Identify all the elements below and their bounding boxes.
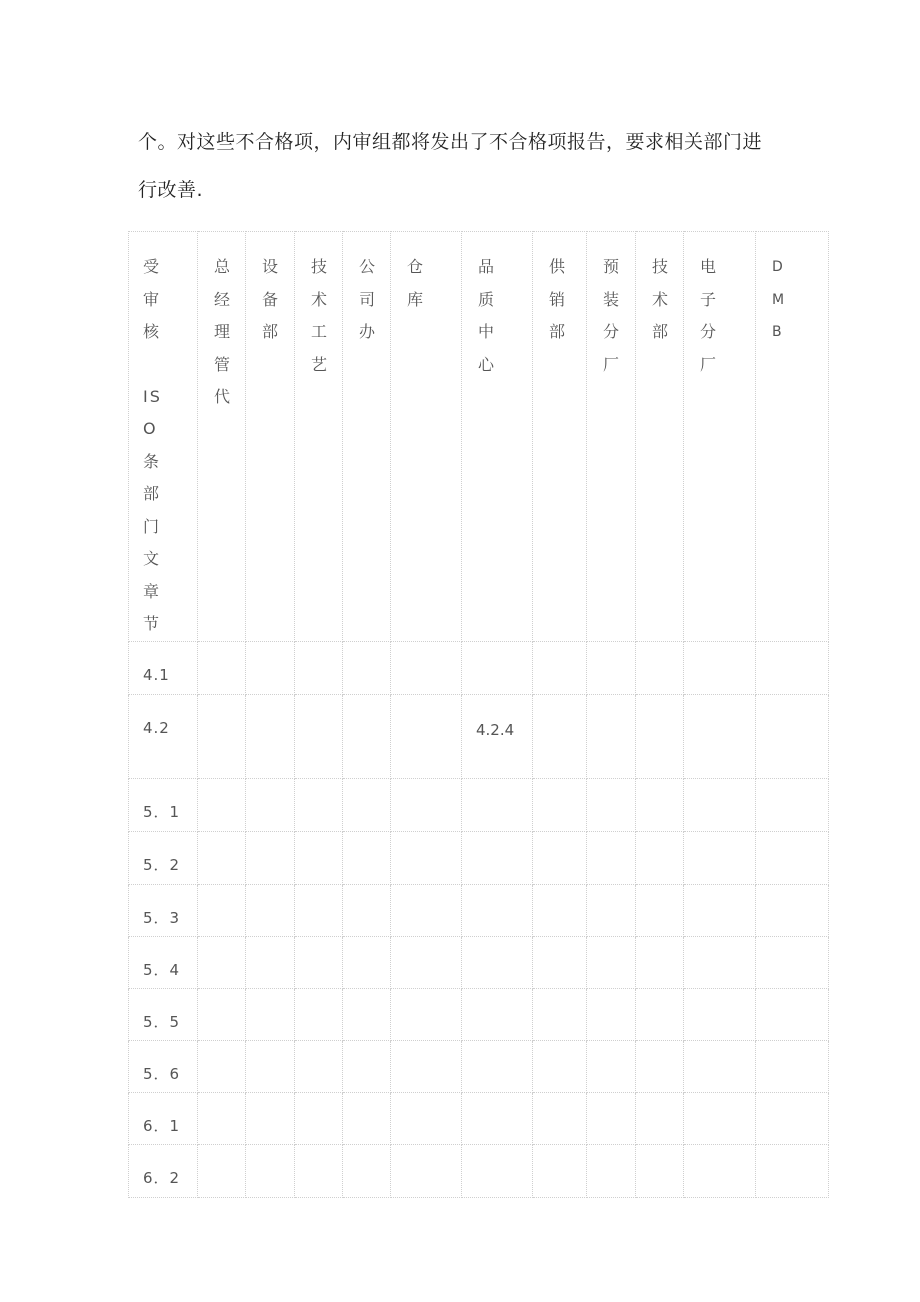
audit-table-container bbox=[128, 231, 785, 1187]
table-cell bbox=[756, 641, 829, 694]
table-cell bbox=[295, 694, 343, 778]
dept-header-label: 电子分厂 bbox=[700, 257, 719, 374]
dept-header-cell bbox=[756, 232, 829, 642]
table-row bbox=[129, 1144, 829, 1197]
table-cell bbox=[636, 1040, 684, 1092]
table-cell bbox=[391, 1092, 462, 1144]
table-cell bbox=[198, 1040, 246, 1092]
table-cell bbox=[198, 936, 246, 988]
dept-header-label: 预装分厂 bbox=[603, 257, 622, 374]
table-cell bbox=[391, 988, 462, 1040]
corner-header-bottom: ISO条部门文章节 bbox=[143, 386, 162, 633]
table-cell bbox=[246, 831, 295, 884]
table-cell bbox=[343, 1144, 391, 1197]
table-cell bbox=[198, 884, 246, 936]
dept-header-label: 设备部 bbox=[262, 257, 281, 341]
table-cell bbox=[533, 831, 587, 884]
table-cell bbox=[533, 778, 587, 831]
dept-header-cell bbox=[636, 232, 684, 642]
table-cell bbox=[587, 1144, 636, 1197]
intro-line-2: 行改善. bbox=[138, 179, 204, 201]
dept-header-label: 公司办 bbox=[359, 257, 378, 341]
table-cell bbox=[198, 1144, 246, 1197]
dept-header-cell bbox=[462, 232, 533, 642]
clause-label: 5．3 bbox=[143, 908, 181, 927]
table-cell bbox=[295, 988, 343, 1040]
table-cell bbox=[246, 1144, 295, 1197]
table-cell bbox=[462, 936, 533, 988]
table-cell bbox=[295, 641, 343, 694]
clause-cell bbox=[129, 831, 198, 884]
dept-header-cell bbox=[684, 232, 756, 642]
table-cell bbox=[462, 831, 533, 884]
table-cell bbox=[343, 1040, 391, 1092]
dept-header-cell bbox=[587, 232, 636, 642]
clause-label: 5．1 bbox=[143, 802, 181, 821]
nonconformity-ref: 4.2.4 bbox=[476, 720, 515, 739]
table-cell bbox=[198, 694, 246, 778]
intro-line-1: 个。对这些不合格项，内审组都将发出了不合格项报告，要求相关部门进 bbox=[138, 131, 763, 153]
corner-header-top: 受审核 bbox=[143, 257, 162, 341]
table-cell bbox=[756, 1092, 829, 1144]
table-cell bbox=[198, 1092, 246, 1144]
table-cell bbox=[756, 884, 829, 936]
table-row bbox=[129, 884, 829, 936]
clause-cell bbox=[129, 884, 198, 936]
table-cell bbox=[343, 778, 391, 831]
table-cell bbox=[246, 884, 295, 936]
table-cell bbox=[533, 1144, 587, 1197]
dept-header-label: DMB bbox=[772, 259, 785, 340]
table-cell bbox=[684, 1144, 756, 1197]
table-cell bbox=[462, 641, 533, 694]
table-cell bbox=[587, 988, 636, 1040]
table-cell bbox=[246, 641, 295, 694]
table-cell bbox=[587, 831, 636, 884]
table-cell bbox=[533, 1092, 587, 1144]
table-cell bbox=[756, 1144, 829, 1197]
dept-header-cell bbox=[391, 232, 462, 642]
table-cell bbox=[391, 831, 462, 884]
table-row bbox=[129, 694, 829, 778]
dept-header-label: 供销部 bbox=[549, 257, 568, 341]
table-cell bbox=[636, 988, 684, 1040]
table-cell bbox=[391, 1040, 462, 1092]
table-cell bbox=[587, 1092, 636, 1144]
table-cell bbox=[343, 1092, 391, 1144]
table-row bbox=[129, 1040, 829, 1092]
table-cell bbox=[636, 694, 684, 778]
clause-label: 6．2 bbox=[143, 1168, 181, 1187]
table-cell bbox=[462, 1092, 533, 1144]
dept-header-label: 技术工艺 bbox=[311, 257, 330, 374]
table-cell bbox=[343, 884, 391, 936]
table-cell bbox=[295, 1092, 343, 1144]
table-row bbox=[129, 988, 829, 1040]
clause-cell bbox=[129, 1144, 198, 1197]
table-cell bbox=[756, 988, 829, 1040]
table-row bbox=[129, 936, 829, 988]
table-cell bbox=[684, 641, 756, 694]
clause-cell bbox=[129, 1040, 198, 1092]
table-cell bbox=[756, 778, 829, 831]
table-cell bbox=[533, 694, 587, 778]
table-cell bbox=[533, 988, 587, 1040]
dept-header-label: 技术部 bbox=[652, 257, 671, 341]
table-cell bbox=[684, 988, 756, 1040]
table-cell bbox=[246, 694, 295, 778]
table-cell bbox=[636, 831, 684, 884]
table-cell bbox=[295, 884, 343, 936]
table-cell bbox=[756, 694, 829, 778]
table-cell bbox=[462, 778, 533, 831]
table-cell bbox=[246, 936, 295, 988]
table-cell bbox=[246, 988, 295, 1040]
table-cell bbox=[391, 778, 462, 831]
table-cell bbox=[587, 1040, 636, 1092]
clause-label: 5．6 bbox=[143, 1064, 181, 1083]
dept-header-cell bbox=[533, 232, 587, 642]
dept-header-label: 总经理管代 bbox=[214, 257, 233, 406]
dept-header-cell bbox=[343, 232, 391, 642]
table-cell bbox=[636, 1144, 684, 1197]
clause-cell bbox=[129, 694, 198, 778]
table-cell bbox=[343, 641, 391, 694]
dept-header-label: 仓库 bbox=[407, 257, 426, 309]
table-cell bbox=[343, 988, 391, 1040]
table-cell bbox=[295, 936, 343, 988]
intro-paragraph bbox=[138, 118, 798, 214]
table-cell bbox=[533, 1040, 587, 1092]
table-cell bbox=[587, 884, 636, 936]
table-cell bbox=[246, 1092, 295, 1144]
table-cell bbox=[462, 1144, 533, 1197]
clause-label: 5．4 bbox=[143, 960, 181, 979]
table-cell bbox=[684, 1040, 756, 1092]
table-cell bbox=[533, 936, 587, 988]
table-cell bbox=[462, 988, 533, 1040]
table-cell bbox=[684, 778, 756, 831]
table-cell bbox=[533, 884, 587, 936]
clause-label: 5．2 bbox=[143, 855, 181, 874]
table-cell bbox=[198, 988, 246, 1040]
dept-header-cell bbox=[246, 232, 295, 642]
table-cell bbox=[295, 778, 343, 831]
table-cell bbox=[198, 831, 246, 884]
table-cell bbox=[246, 778, 295, 831]
table-cell bbox=[391, 641, 462, 694]
table-cell bbox=[462, 694, 533, 778]
clause-cell bbox=[129, 778, 198, 831]
audit-table bbox=[128, 231, 829, 1198]
table-cell bbox=[587, 641, 636, 694]
clause-label: 6．1 bbox=[143, 1116, 181, 1135]
dept-header-cell bbox=[198, 232, 246, 642]
table-cell bbox=[636, 641, 684, 694]
table-cell bbox=[587, 694, 636, 778]
table-cell bbox=[756, 831, 829, 884]
table-cell bbox=[295, 1040, 343, 1092]
table-cell bbox=[198, 778, 246, 831]
table-cell bbox=[636, 884, 684, 936]
table-row bbox=[129, 778, 829, 831]
table-cell bbox=[391, 884, 462, 936]
table-cell bbox=[636, 778, 684, 831]
table-cell bbox=[533, 641, 587, 694]
table-row bbox=[129, 1092, 829, 1144]
table-cell bbox=[246, 1040, 295, 1092]
table-row bbox=[129, 831, 829, 884]
table-cell bbox=[756, 936, 829, 988]
clause-label: 5．5 bbox=[143, 1012, 181, 1031]
table-cell bbox=[198, 641, 246, 694]
table-cell bbox=[343, 694, 391, 778]
clause-cell bbox=[129, 641, 198, 694]
table-cell bbox=[391, 1144, 462, 1197]
table-cell bbox=[684, 884, 756, 936]
table-cell bbox=[636, 936, 684, 988]
table-cell bbox=[343, 831, 391, 884]
clause-cell bbox=[129, 988, 198, 1040]
table-cell bbox=[391, 694, 462, 778]
table-cell bbox=[295, 831, 343, 884]
table-cell bbox=[684, 831, 756, 884]
dept-header-cell bbox=[295, 232, 343, 642]
dept-header-label: 品质中心 bbox=[478, 257, 497, 374]
clause-label: 4.1 bbox=[143, 665, 170, 684]
table-cell bbox=[391, 936, 462, 988]
table-cell bbox=[462, 884, 533, 936]
table-cell bbox=[684, 694, 756, 778]
table-cell bbox=[295, 1144, 343, 1197]
header-row bbox=[129, 232, 829, 642]
clause-cell bbox=[129, 1092, 198, 1144]
corner-header-cell bbox=[129, 232, 198, 642]
table-cell bbox=[684, 1092, 756, 1144]
clause-label: 4.2 bbox=[143, 718, 170, 737]
clause-cell bbox=[129, 936, 198, 988]
table-cell bbox=[343, 936, 391, 988]
table-cell bbox=[684, 936, 756, 988]
table-cell bbox=[462, 1040, 533, 1092]
table-cell bbox=[636, 1092, 684, 1144]
table-cell bbox=[587, 936, 636, 988]
table-cell bbox=[587, 778, 636, 831]
table-row bbox=[129, 641, 829, 694]
table-cell bbox=[756, 1040, 829, 1092]
